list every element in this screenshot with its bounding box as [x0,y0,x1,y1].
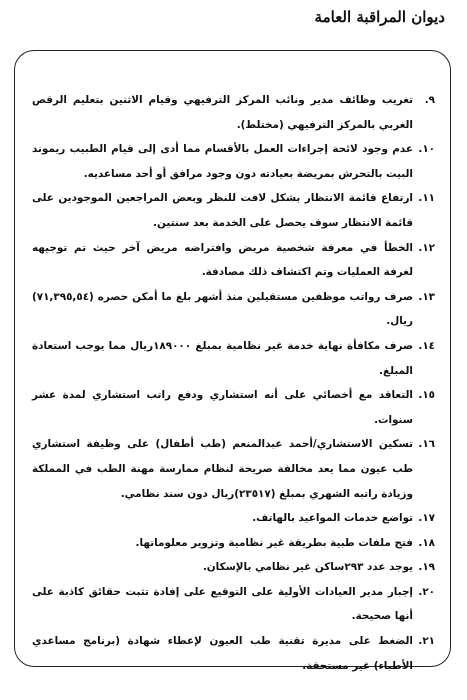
list-item [32,531,435,556]
item-number: ٢١. [418,635,435,648]
item-text: تسكين الاستشاري/أحمد عبدالمنعم (طب أطفال) على وظيفة استشاري طب عيون مما يعد مخالفة صريحة لنظام ممارسة مهنة الطب في المملكة وزيادة راتبه الشهري بمبلغ (٢٣٥١٧)ريال دون سند نظامي. [32,438,413,500]
item-number: ١٩. [418,561,435,574]
list-item [32,236,435,285]
item-number: ١١. [418,192,435,205]
item-number: ٩. [424,94,435,106]
item-text: إجبار مدير العيادات الأولية على التوقيع على إفادة تثبت حقائق كاذبة على أنها صحيحة. [32,585,413,623]
findings-list [32,88,435,678]
list-item [32,186,435,235]
item-number: ١٥. [418,389,435,402]
list-item [32,580,435,629]
list-item [32,285,435,334]
page-header-title: ديوان المراقبة العامة [314,8,445,26]
item-number: ١٢. [418,241,435,254]
item-number: ١٤. [418,339,435,352]
item-number: ١٠. [418,143,435,156]
item-text: ارتفاع قائمة الانتظار بشكل لافت للنظر وبعض المراجعين الموجودين على قائمة الانتظار سوف يحصل على الخدمة بعد سنتين. [32,192,413,229]
item-text: يوجد عدد ٢٩٣ساكن غير نظامي بالإسكان. [202,561,413,574]
list-item [32,383,435,432]
list-item [32,506,435,531]
list-item [32,432,435,506]
list-item [32,334,435,383]
list-item [32,137,435,186]
item-text: تواضع خدمات المواعيد بالهاتف. [252,512,413,525]
item-number: ١٧. [418,512,435,525]
item-text: صرف مكافأة نهاية خدمة غير نظامية بمبلغ ١٨٩٠٠٠ريال مما يوجب استعادة المبلغ. [32,339,413,377]
item-number: ١٨. [418,536,435,549]
item-number: ١٦. [418,438,435,451]
item-text: تغريب وظائف مدير ونائب المركز الترفيهي وقيام الاثنين بتعليم الرقص الغربي بالمركز الترفيهي (مختلط). [32,94,413,131]
item-text: التعاقد مع أخصائي على أنه استشاري ودفع راتب استشاري لمدة عشر سنوات. [32,389,413,426]
item-text: صرف رواتب موظفين مستقيلين منذ أشهر بلغ ما أمكن حصره (٧١,٣٩٥,٥٤) ريال. [32,290,413,328]
item-text: فتح ملفات طبية بطريقة غير نظامية وتزوير معلوماتها. [135,536,413,549]
item-number: ١٣. [418,290,435,303]
list-item [32,555,435,580]
item-text: الخطأ في معرفة شخصية مريض وافتراضه مريض آخر حيث تم توجيهه لغرفة العمليات وتم اكتشاف ذلك مصادفة. [32,241,413,279]
list-item [32,88,435,137]
list-item [32,629,435,678]
item-text: الضغط على مديرة تقنية طب العيون لإعطاء شهادة (برنامج مساعدي الأطباء) غير مستحقة. [32,635,413,672]
item-text: عدم وجود لائحة إجراءات العمل بالأقسام مما أدى إلى قيام الطبيب ريموند البيت بالتحرش بمريضة بعيادته دون وجود مرافق أو أحد مساعديه. [32,143,413,180]
item-number: ٢٠. [418,585,435,598]
